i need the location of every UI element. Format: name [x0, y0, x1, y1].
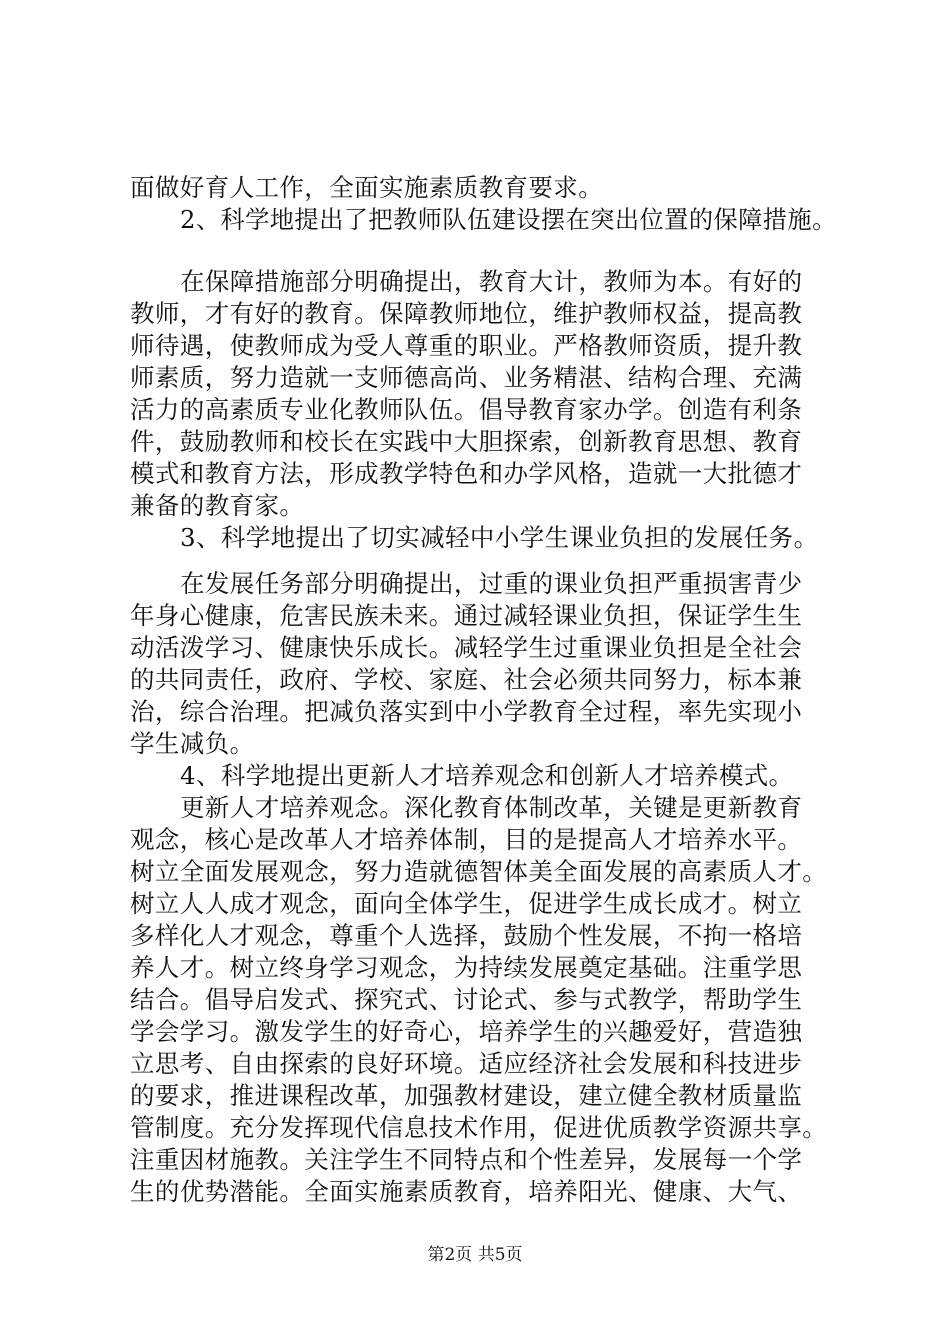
text-line: 学会学习。激发学生的好奇心，培养学生的兴趣爱好，营造独	[130, 1017, 803, 1046]
text-line: 树立人人成才观念，面向全体学生，促进学生成长成才。树立	[130, 889, 803, 918]
text-line: 师素质，努力造就一支师德高尚、业务精湛、结构合理、充满	[130, 363, 803, 392]
text-block-3	[130, 568, 840, 1208]
text-line: 结合。倡导启发式、探究式、讨论式、参与式教学，帮助学生	[130, 985, 803, 1014]
text-line: 活力的高素质专业化教师队伍。倡导教育家办学。创造有利条	[130, 395, 803, 424]
section-heading-4: 4、科学地提出更新人才培养观念和创新人才培养模式。	[180, 761, 794, 790]
section-heading-2: 2、科学地提出了把教师队伍建设摆在突出位置的保障措施。	[180, 205, 837, 234]
text-line: 兼备的教育家。	[130, 491, 305, 520]
text-line: 在发展任务部分明确提出，过重的课业负担严重损害青少	[180, 569, 803, 598]
text-line: 治，综合治理。把减负落实到中小学教育全过程，率先实现小	[130, 697, 803, 726]
text-line: 师待遇，使教师成为受人尊重的职业。严格教师资质，提升教	[130, 331, 803, 360]
text-line: 更新人才培养观念。深化教育体制改革，关键是更新教育	[180, 793, 803, 822]
text-block-2	[130, 266, 840, 554]
text-line: 的共同责任，政府、学校、家庭、社会必须共同努力，标本兼	[130, 665, 803, 694]
section-heading-3: 3、科学地提出了切实减轻中小学生课业负担的发展任务。	[180, 523, 819, 552]
text-line: 注重因材施教。关注学生不同特点和个性差异，发展每一个学	[130, 1145, 803, 1174]
text-block-1	[130, 172, 840, 236]
text-line: 观念，核心是改革人才培养体制，目的是提高人才培养水平。	[130, 825, 803, 854]
text-line: 管制度。充分发挥现代信息技术作用，促进优质教学资源共享。	[130, 1113, 828, 1142]
text-line: 学生减负。	[130, 729, 255, 758]
text-line: 教师，才有好的教育。保障教师地位，维护教师权益，提高教	[130, 299, 803, 328]
text-line: 在保障措施部分明确提出，教育大计，教师为本。有好的	[180, 267, 803, 296]
text-line: 件，鼓励教师和校长在实践中大胆探索，创新教育思想、教育	[130, 427, 803, 456]
text-line: 动活泼学习、健康快乐成长。减轻学生过重课业负担是全社会	[130, 633, 803, 662]
text-line: 树立全面发展观念，努力造就德智体美全面发展的高素质人才。	[130, 857, 828, 886]
text-line: 立思考、自由探索的良好环境。适应经济社会发展和科技进步	[130, 1049, 803, 1078]
text-line: 的要求，推进课程改革，加强教材建设，建立健全教材质量监	[130, 1081, 803, 1110]
text-line: 模式和教育方法，形成教学特色和办学风格，造就一大批德才	[130, 459, 803, 488]
text-line: 面做好育人工作，全面实施素质教育要求。	[130, 173, 604, 202]
text-line: 多样化人才观念，尊重个人选择，鼓励个性发展，不拘一格培	[130, 921, 803, 950]
text-line: 年身心健康，危害民族未来。通过减轻课业负担，保证学生生	[130, 601, 803, 630]
page-number-footer: 第2页 共5页	[427, 1245, 523, 1265]
text-line: 生的优势潜能。全面实施素质教育，培养阳光、健康、大气、	[130, 1177, 803, 1206]
text-line: 养人才。树立终身学习观念，为持续发展奠定基础。注重学思	[130, 953, 803, 982]
